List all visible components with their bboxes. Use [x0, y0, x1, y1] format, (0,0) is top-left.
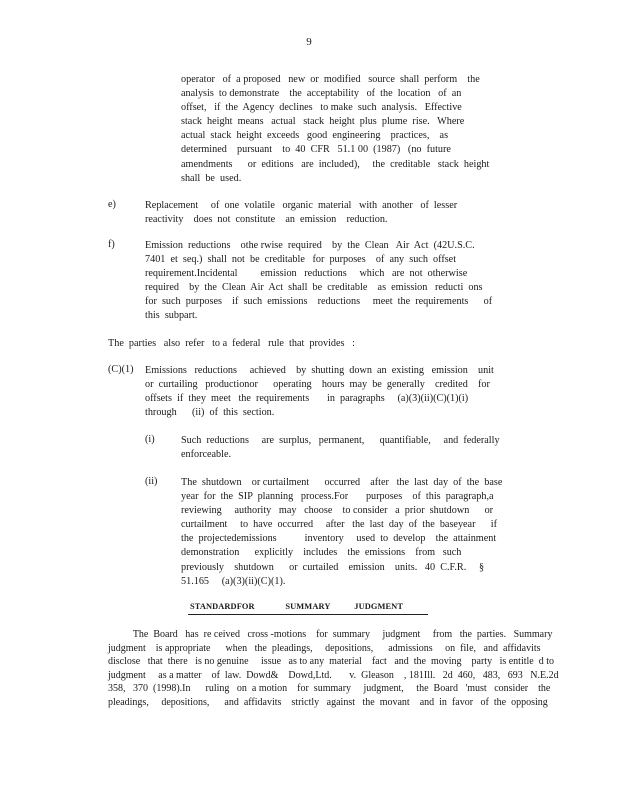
text-line: previously shutdown or curtailed emission units. 40 C.F.R. §	[181, 561, 485, 573]
heading-underline	[188, 614, 428, 615]
text-line: judgment as a matter of law. Dowd& Dowd,Ltd. v. Gleason , 181Ill. 2d 460, 483, 693 N.E.2d	[108, 669, 559, 681]
item-c1-label: (C)(1)	[108, 364, 134, 375]
text-line: required by the Clean Air Act shall be creditable as emission reducti ons	[145, 282, 483, 294]
parties-line: The parties also refer to a federal rule that provides :	[108, 338, 355, 349]
text-line: reactivity does not constitute an emission reduction.	[145, 214, 388, 226]
text-line: disclose that there is no genuine issue as to any material fact and the moving party is entitle d to	[108, 656, 555, 668]
text-line: determined pursuant to 40 CFR 51.1 00 (1987) (no future	[181, 144, 451, 156]
text-line: through (ii) of this section.	[145, 407, 275, 419]
item-ii-text	[181, 476, 502, 589]
text-line: Emission reductions othe rwise required by the Clean Air Act (42U.S.C.	[145, 240, 475, 251]
text-line: Replacement of one volatile organic material with another of lesser	[145, 200, 458, 211]
text-line: this subpart.	[145, 310, 198, 322]
text-line: shall be used.	[181, 172, 242, 184]
text-line: or curtailing productionor operating hours may be generally credited for	[145, 379, 490, 391]
text-line: 51.165 (a)(3)(ii)(C)(1).	[181, 575, 286, 587]
text-line: requirement.Incidental emission reductions which are not otherwise	[145, 268, 468, 280]
paragraph-operator	[181, 73, 489, 186]
page-number: 9	[306, 36, 312, 48]
text-line: The Board has re ceived cross -motions for summary judgment from the parties. Summary	[108, 629, 553, 640]
item-c1-text	[145, 364, 494, 420]
text-line: for such purposes if such emissions reductions meet the requirements of	[145, 296, 493, 308]
text-line: The shutdown or curtailment occurred after the last day of the base	[181, 477, 503, 488]
text-line: operator of a proposed new or modified source shall perform the	[181, 74, 480, 85]
paragraph-summary-judgment	[108, 628, 559, 710]
text-line: 358, 370 (1998).In ruling on a motion for summary judgment, the Board 'must consider the	[108, 683, 551, 695]
text-line: demonstration explicitly includes the emissions from such	[181, 547, 462, 559]
text-line: judgment is appropriate when the pleadings, depositions, admissions on file, and affidavits	[108, 642, 541, 654]
text-line: analysis to demonstrate the acceptability of the location of an	[181, 88, 462, 100]
text-line: stack height means actual stack height plus plume rise. Where	[181, 116, 465, 128]
text-line: actual stack height exceeds good engineering practices, as	[181, 130, 449, 142]
text-line: reviewing authority may choose to consider a prior shutdown or	[181, 505, 494, 517]
item-f-text	[145, 239, 492, 324]
text-line: pleadings, depositions, and affidavits strictly against the movant and in favor of the opposing	[108, 696, 548, 708]
section-heading: STANDARDFOR SUMMARY JUDGMENT	[190, 602, 404, 611]
item-e-label: e)	[108, 199, 116, 210]
text-line: offset, if the Agency declines to make such analysis. Effective	[181, 102, 462, 114]
item-i-label: (i)	[145, 434, 155, 445]
text-line: Such reductions are surplus, permanent, quantifiable, and federally	[181, 435, 500, 446]
text-line: Emissions reductions achieved by shutting down an existing emission unit	[145, 365, 494, 376]
item-f-label: f)	[108, 239, 115, 250]
text-line: year for the SIP planning process.For purposes of this paragraph,a	[181, 491, 494, 503]
item-i-text	[181, 434, 500, 462]
item-ii-label: (ii)	[145, 476, 158, 487]
text-line: amendments or editions are included), the creditable stack height	[181, 158, 490, 170]
text-line: curtailment to have occurred after the last day of the baseyear if	[181, 519, 497, 531]
text-line: offsets if they meet the requirements in paragraphs (a)(3)(ii)(C)(1)(i)	[145, 393, 469, 405]
item-e-text	[145, 199, 457, 227]
text-line: the projectedemissions inventory used to develop the attainment	[181, 533, 497, 545]
text-line: enforceable.	[181, 449, 232, 461]
text-line: 7401 et seq.) shall not be creditable for purposes of any such offset	[145, 254, 457, 266]
